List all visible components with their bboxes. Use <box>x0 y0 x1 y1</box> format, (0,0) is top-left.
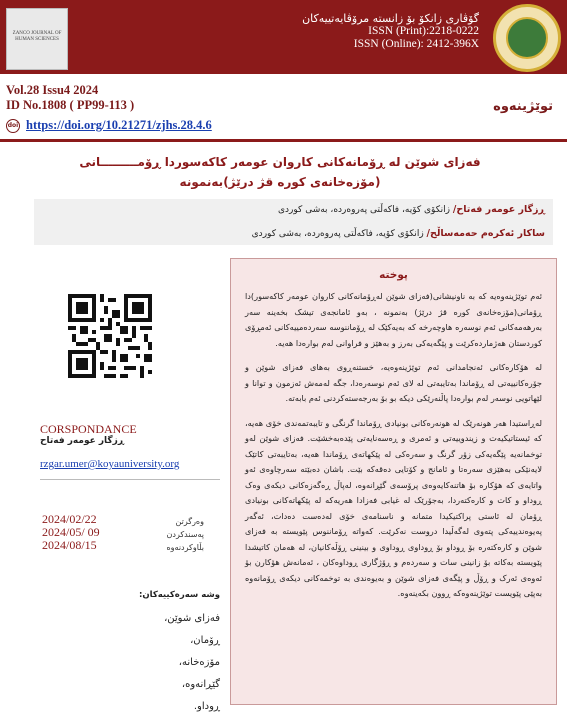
received-label: وەرگرتن <box>175 517 204 526</box>
section-label: توێژینەوە <box>493 99 553 114</box>
volume-line: Vol.28 Issu4 2024 <box>6 83 99 97</box>
author-name: ساکار ئەکرەم حەمەساڵح/ <box>426 228 545 239</box>
doi-link[interactable]: https://doi.org/10.21271/zjhs.28.4.6 <box>26 118 212 132</box>
abstract-paragraph: ئەم توێژینەوەیە کە بە ناونیشانی(فەزای شوێن لەڕۆمانەکانی کاروان عومەر کاکەسور)دا ڕۆمانی(مۆزەخانەی کورە قژ درێژ) بەنمونە ، بەو ئامانجەی تیشک بخەینە سەر بەرهەمەکانی ئەم نوسەرە هاوچەرخە کە بەیەکێک لە ڕۆماننوسە سەردەمییەکانی ئەمڕۆی کوردستان هەژماردەکرێت و پێگەیەکی بەرز و بەهێز و فراوانی لەم بوارەدا هەیە. <box>245 291 542 348</box>
issn-online: ISSN (Online): 2412-396X <box>353 38 479 50</box>
divider <box>40 479 220 480</box>
doi-row <box>6 118 212 133</box>
doi-icon: doi <box>6 119 20 133</box>
authors-box <box>34 199 553 245</box>
abstract-paragraph: لە هۆکارەکانی ئەنجامدانی ئەم توێژینەوەیە، خستنەڕوی بەهای فەزای شوێن و جۆرەکانییەتی لە ڕۆماندا بەتایبەتی لە لای ئەم نوسەرەدا، جگە لەمەش ئەزمون و توانا و لێهاتویی نوسەر لەم بوارەدا پاڵنەرێکی دیکە بو بۆ بەرجەستەکردنی ئەم بابەتە. <box>245 362 542 403</box>
abstract-box <box>230 258 557 705</box>
volume-info <box>6 83 134 113</box>
published-label: بڵاوکردنەوە <box>166 543 204 552</box>
date-labels <box>116 515 204 554</box>
abstract-title: پوختە <box>379 269 408 281</box>
article-title <box>60 152 500 192</box>
published-date: 2024/08/15 <box>42 538 97 552</box>
header-divider <box>0 139 567 142</box>
title-line-1: فەزای شوێن لە ڕۆمانەکانی کاروان عومەر کاکەسوردا ڕۆمـــــــــانی <box>79 155 481 169</box>
keywords-title: وشە سەرەکییەکان: <box>138 590 220 600</box>
accepted-date: 2024/05/ 09 <box>42 525 100 539</box>
journal-name: گۆڤاری زانکۆ بۆ زانستە مرۆڤایەتییەکان <box>302 12 479 25</box>
author-affiliation: زانکۆی کۆیە، فاکەڵتی پەروەردە، بەشی کوردی <box>251 229 427 239</box>
journal-info <box>219 12 479 51</box>
keyword-item: فەزای شوێن، <box>164 613 220 624</box>
article-sidebar <box>0 258 228 712</box>
author-name: ڕزگار عومەر فەتاح/ <box>452 204 545 215</box>
author-affiliation: زانکۆی کۆیە، فاکەڵتی پەروەردە، بەشی کوردی <box>278 205 453 215</box>
journal-cover-image <box>6 8 68 70</box>
seal-emblem <box>506 17 548 59</box>
title-line-2: (مۆزەخانەی کورە قژ درێژ)بەنمونە <box>179 175 381 189</box>
received-date: 2024/02/22 <box>42 512 97 526</box>
qr-code-icon[interactable] <box>68 294 152 378</box>
correspondence-name: ڕزگار عومەر فەتاح <box>40 436 124 446</box>
keyword-item: مۆزەخانە، <box>178 657 220 668</box>
correspondence-label: CORSPONDANCE <box>40 422 137 436</box>
abstract-paragraph: لەڕاستیدا هەر هونەرێک لە هونەرەکانی بونیادی ڕۆماندا گرنگی و تایبەتمەندی خۆی هەیە، کە ئیستاتیکیەت و زیندوییەتی و ئەمری و ڕەسەنایەتی پێدەبەخشێت. فەزای شوێن لەو توخمانەیە پێگەیەکی زۆر گرنگ و سەرەکی لە پێکهاتەی ڕۆماندا هەیە، بەتایبەتی کاتێک لایەنێکی بەهێزی سەرەتا و ئامانج و کۆتایی دەقەکە بێت. باشان دەبێتە سەرچاوەی ئەو واتایەی کە هۆکارە بۆ هاتنەکایەوەی پرۆسەی گێڕانەوە، لەپاڵ ڕەگەزەکانی دیکەی وەک ڕوداو و کات و کارەکتەردا، بەجۆرێک لە غیابی فەزادا هەریەکە لە پێکهاتەکانی بونیادی ڕۆمان لە ئاستی پراکتیکیدا متمانە و ناسنامەی خۆی لەدەست دەدات، ئەگەر پەیوەندییەکی پتەوی لەگەڵیدا دروست نەکرێت. کەواتە ڕۆماننوس پێویستە بە فەزای شوێن و کارەکتەرە بۆ ڕوداو بۆ ڕوداوی ڕوداوی و بینینی ڕۆڵەکانیان، لە هەمان کاتیشدا پێویستە بەکاتە بۆ زانینی سات و سەردەم و ڕۆژگاری ڕوداوەکان ، ئەمانەش هۆکارن بۆ ئەوەی ئەرک و ڕۆڵ و پێگەی فەزای شوێن و بەیوەندی بە توخمەکانی دیکەی ڕۆمانەوە بەپێی پێویست توێژینەوەکە ڕوون بکەینەوە. <box>245 417 542 598</box>
accepted-label: پەسندکردن <box>166 530 204 539</box>
id-line: ID No.1808 ( PP99-113 ) <box>6 98 135 112</box>
header-band <box>0 0 567 74</box>
correspondence-email-link[interactable]: rzgar.umer@koyauniversity.org <box>40 458 180 470</box>
keyword-item: گێڕانەوە، <box>181 679 220 690</box>
keyword-item: ڕوداو. <box>193 701 220 712</box>
author-entry <box>42 227 545 241</box>
keyword-item: ڕۆمان، <box>190 635 220 646</box>
keywords-list <box>40 608 220 718</box>
journal-cover-text: ZANCO JOURNAL OF HUMAN SCIENCES <box>12 31 62 42</box>
issn-print: ISSN (Print):2218-0222 <box>368 25 479 37</box>
date-values <box>42 513 100 552</box>
university-seal-logo <box>493 4 561 72</box>
author-entry <box>42 203 545 217</box>
